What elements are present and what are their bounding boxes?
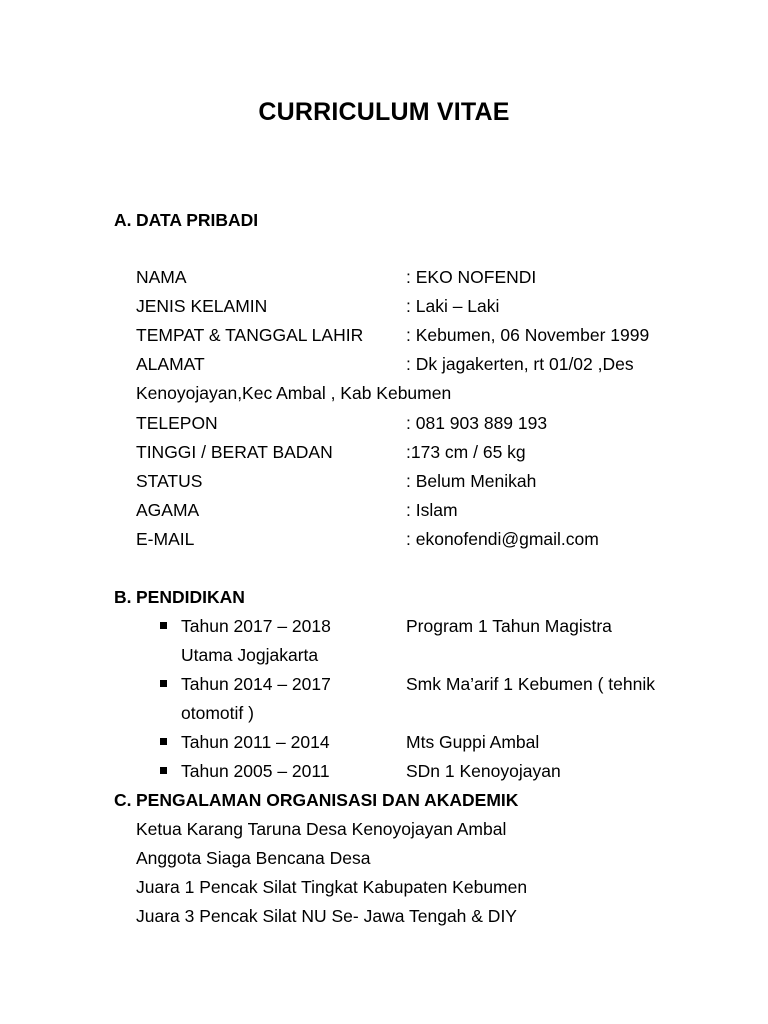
experience-item: Ketua Karang Taruna Desa Kenoyojayan Ambal [136, 819, 507, 839]
value-alamat: : Dk jagakerten, rt 01/02 ,Des [406, 354, 634, 374]
section-a-number: A. [114, 210, 132, 230]
bullet-square-icon [160, 622, 167, 629]
label-jenis-kelamin: JENIS KELAMIN [136, 296, 268, 316]
education-years: Tahun 2014 – 2017 [181, 674, 331, 694]
bullet-square-icon [160, 680, 167, 687]
section-b-number: B. [114, 587, 132, 607]
experience-item: Anggota Siaga Bencana Desa [136, 848, 371, 868]
section-b-heading [114, 586, 245, 608]
value-alamat-continuation: Kenoyojayan,Kec Ambal , Kab Kebumen [136, 383, 452, 403]
education-years: Tahun 2005 – 2011 [181, 761, 330, 781]
value-nama: : EKO NOFENDI [406, 267, 537, 287]
label-tinggi-berat: TINGGI / BERAT BADAN [136, 442, 333, 462]
label-tempat-tanggal-lahir: TEMPAT & TANGGAL LAHIR [136, 325, 364, 345]
section-a-title: DATA PRIBADI [136, 210, 259, 230]
label-status: STATUS [136, 471, 203, 491]
document-title: CURRICULUM VITAE [258, 98, 510, 126]
education-school-continuation: otomotif ) [181, 703, 254, 723]
section-c-number: C. [114, 790, 132, 810]
section-c-heading [114, 789, 518, 811]
section-b-title: PENDIDIKAN [136, 587, 245, 607]
education-school: Mts Guppi Ambal [406, 732, 540, 752]
value-telepon: : 081 903 889 193 [406, 413, 548, 433]
section-c-title: PENGALAMAN ORGANISASI DAN AKADEMIK [136, 790, 519, 810]
label-nama: NAMA [136, 267, 187, 287]
value-agama: : Islam [406, 500, 458, 520]
education-school: Smk Ma’arif 1 Kebumen ( tehnik [406, 674, 655, 694]
education-years: Tahun 2017 – 2018 [181, 616, 331, 636]
label-telepon: TELEPON [136, 413, 218, 433]
experience-item: Juara 1 Pencak Silat Tingkat Kabupaten Kebumen [136, 877, 528, 897]
experience-item: Juara 3 Pencak Silat NU Se- Jawa Tengah & DIY [136, 906, 517, 926]
value-email: : ekonofendi@gmail.com [406, 529, 599, 549]
education-school-continuation: Utama Jogjakarta [181, 645, 319, 665]
label-alamat: ALAMAT [136, 354, 205, 374]
education-school: SDn 1 Kenoyojayan [406, 761, 561, 781]
value-tempat-tanggal-lahir: : Kebumen, 06 November 1999 [406, 325, 650, 345]
bullet-square-icon [160, 767, 167, 774]
bullet-square-icon [160, 738, 167, 745]
value-jenis-kelamin: : Laki – Laki [406, 296, 500, 316]
value-status: : Belum Menikah [406, 471, 537, 491]
value-tinggi-berat: :173 cm / 65 kg [406, 442, 526, 462]
education-years: Tahun 2011 – 2014 [181, 732, 330, 752]
section-a-heading [114, 209, 258, 231]
education-school: Program 1 Tahun Magistra [406, 616, 612, 636]
label-email: E-MAIL [136, 529, 195, 549]
label-agama: AGAMA [136, 500, 200, 520]
